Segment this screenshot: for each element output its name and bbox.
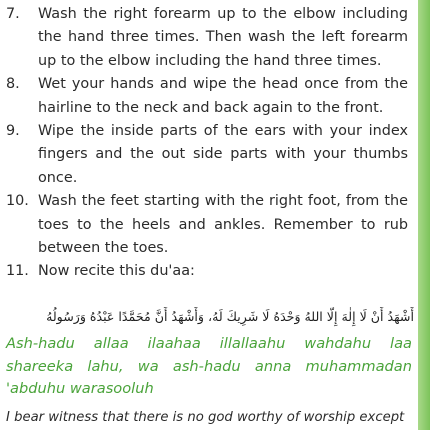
step-number: 11. [6, 263, 29, 280]
step-item [6, 3, 408, 73]
step-text: Wipe the inside parts of the ears with your index fingers and the out side parts with your thumbs once. [38, 123, 408, 186]
dua-translation: I bear witness that there is no god worthy of worship except [6, 410, 405, 425]
step-number: 10. [6, 193, 29, 210]
dua-transliteration: Ash-hadu allaa ilaahaa illallaahu wahdahu laa shareeka lahu, wa ash-hadu anna muhammadan 'abduhu warasooluh [6, 335, 412, 398]
step-item [6, 120, 408, 190]
step-item [6, 73, 408, 120]
step-number: 9. [6, 123, 20, 140]
step-text: Wet your hands and wipe the head once from the hairline to the neck and back again to the front. [38, 76, 408, 116]
step-text: Wash the feet starting with the right foot, from the toes to the heels and ankles. Remember to rub between the toes. [38, 193, 408, 257]
page-edge-strip [418, 0, 430, 430]
step-item [6, 190, 408, 260]
wudu-steps-list [6, 3, 408, 284]
step-item [6, 260, 408, 283]
step-text: Now recite this du'aa: [38, 263, 195, 280]
step-text: Wash the right forearm up to the elbow including the hand three times. Then wash the left forearm up to the elbow including the hand three times. [38, 6, 408, 69]
step-number: 7. [6, 6, 20, 22]
step-number: 8. [6, 76, 20, 93]
dua-arabic-text: أَشْهَدُ أَنْ لَا إِلٰهَ إِلَّا اللهُ وَحْدَهُ لَا شَرِيكَ لَهُ، وَأَشْهَدُ أَنَّ مُحَمَّدًا عَبْدُهُ وَرَسُولُهُ [46, 309, 414, 324]
